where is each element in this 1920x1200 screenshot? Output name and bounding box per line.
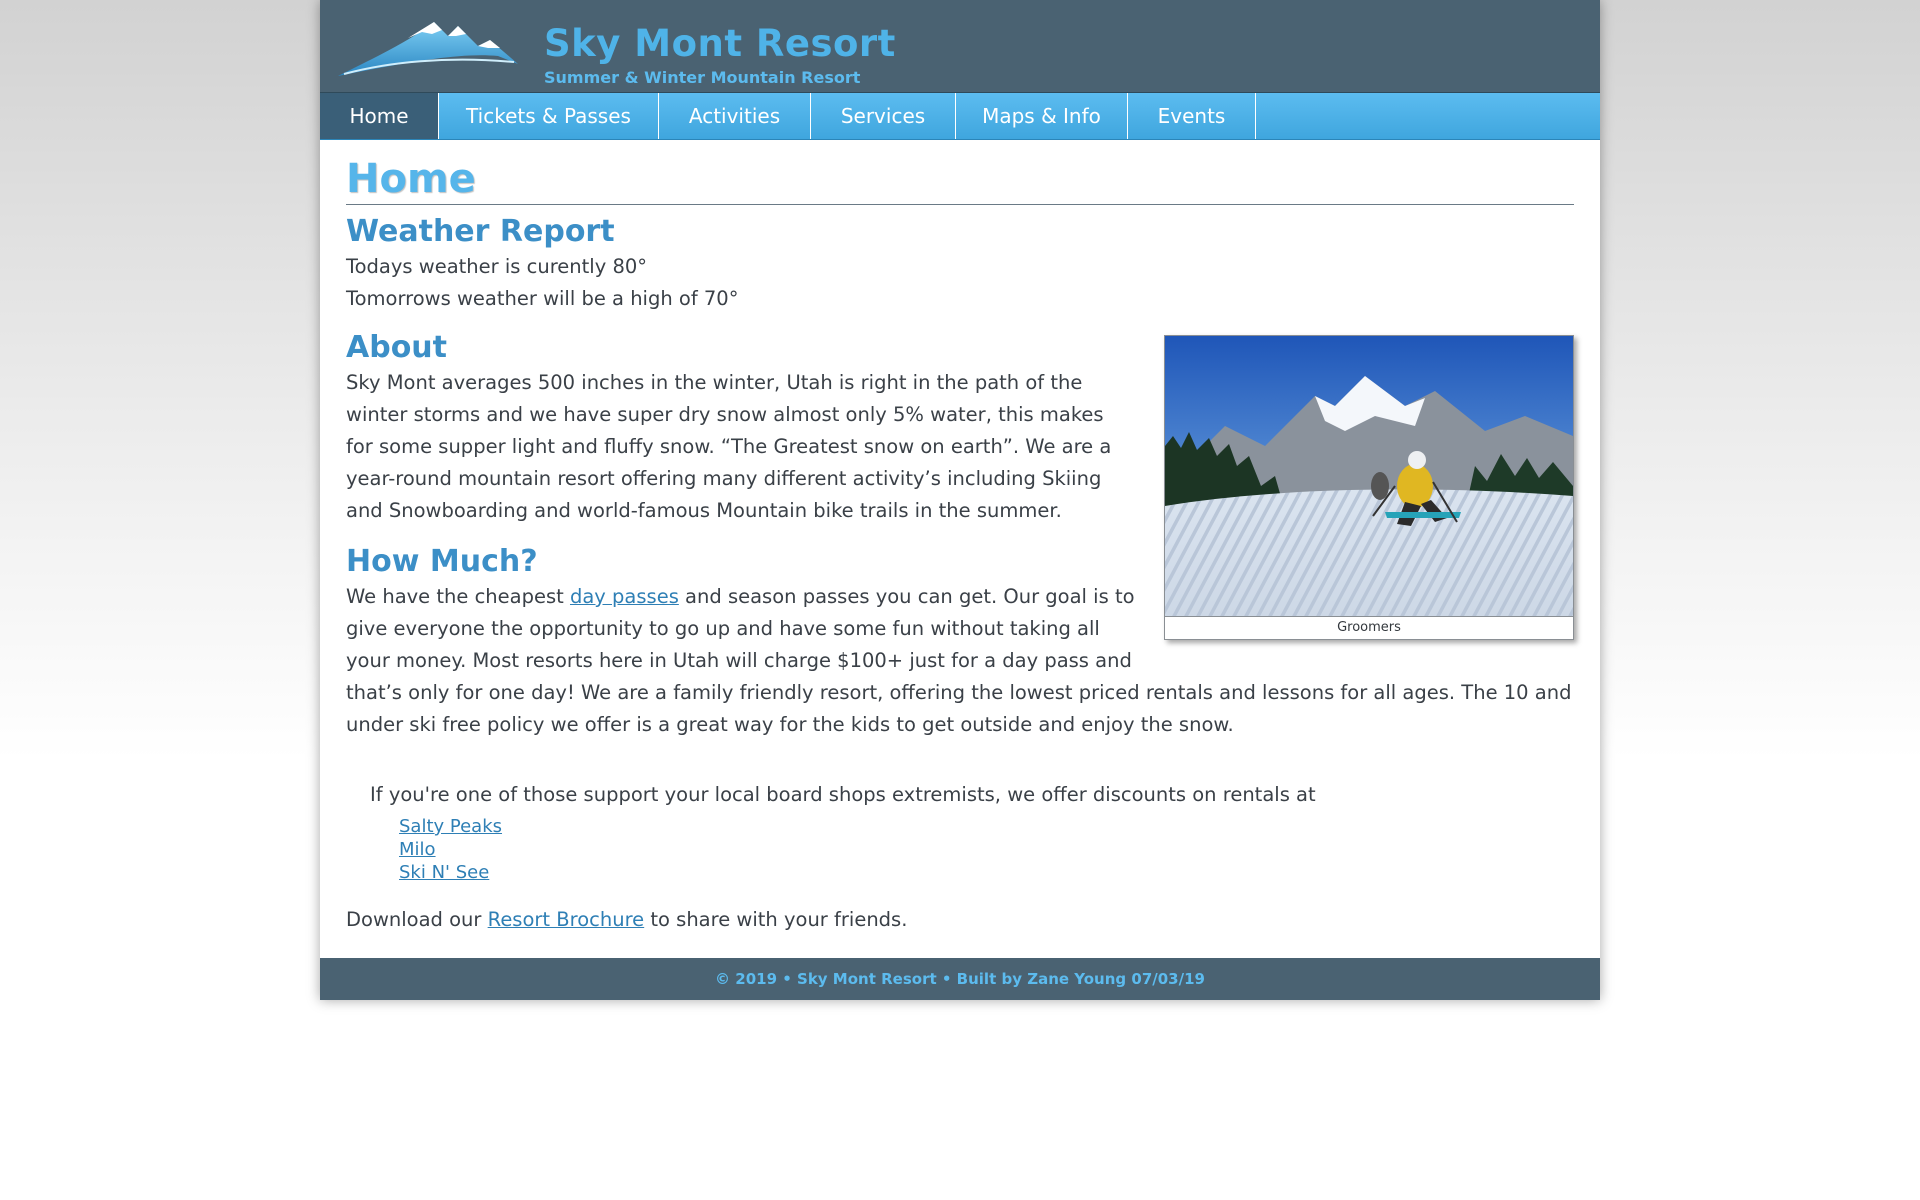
download-text [346, 904, 1574, 936]
nav-item-activities[interactable]: Activities [659, 93, 811, 139]
site-header [320, 0, 1600, 92]
download-text-start: Download our [346, 908, 488, 931]
shop-list [346, 815, 1574, 884]
milo-link[interactable]: Milo [399, 839, 436, 860]
how-much-heading: How Much? [346, 544, 538, 579]
nav-item-tickets-passes[interactable]: Tickets & Passes [439, 93, 659, 139]
ski-n-see-link[interactable]: Ski N' See [399, 862, 490, 883]
page-title: Home [346, 156, 1574, 205]
site-footer: © 2019 • Sky Mont Resort • Built by Zane Young 07/03/19 [320, 958, 1600, 1000]
list-item [399, 861, 1574, 884]
nav-item-maps-info[interactable]: Maps & Info [956, 93, 1128, 139]
nav-item-events[interactable]: Events [1128, 93, 1256, 139]
day-passes-link[interactable]: day passes [569, 585, 679, 608]
main-content [320, 140, 1600, 958]
how-much-text-start: We have the cheapest [346, 585, 570, 608]
figure-caption: Groomers [1165, 616, 1573, 639]
page-container [320, 0, 1600, 1000]
weather-tomorrow: Tomorrows weather will be a high of 70° [346, 287, 739, 310]
nav-item-services[interactable]: Services [811, 93, 956, 139]
about-heading: About [346, 330, 448, 365]
nav-item-home[interactable]: Home [320, 93, 439, 139]
list-item [399, 815, 1574, 838]
about-text: Sky Mont averages 500 inches in the winter, Utah is right in the path of the winter storms and we have super dry snow almost only 5% water, this makes for some supper light and fluffy snow. “The Greatest snow on earth”. We are a year-round mountain resort offering many different activity’s including Skiing and Snowboarding and world-famous Mountain bike trails in the summer. [346, 371, 1112, 522]
weather-today: Todays weather is curently 80° [346, 255, 648, 278]
list-item [399, 838, 1574, 861]
how-much-text-end: and season passes you can get. Our goal is to give everyone the opportunity to go up and have some fun without taking all your money. Most resorts here in Utah will charge $100+ just for a day pass and that’s only for one day! We are a family friendly resort, offering the lowest priced rentals and lessons for all ages. The 10 and under ski free policy we offer is a great way for the kids to get outside and enjoy the snow. [346, 585, 1572, 736]
board-shops-intro: If you're one of those support your local board shops extremists, we offer discounts on rentals at [370, 783, 1316, 806]
download-text-end: to share with your friends. [644, 908, 908, 931]
resort-brochure-link[interactable]: Resort Brochure [487, 908, 645, 931]
mountain-logo-icon [338, 12, 538, 80]
main-nav [320, 92, 1600, 140]
groomers-figure [1164, 335, 1574, 640]
skier-photo [1165, 336, 1573, 616]
site-title[interactable]: Sky Mont Resort [544, 22, 896, 65]
site-subtitle: Summer & Winter Mountain Resort [544, 68, 861, 87]
weather-heading: Weather Report [346, 214, 615, 249]
salty-peaks-link[interactable]: Salty Peaks [399, 816, 503, 837]
